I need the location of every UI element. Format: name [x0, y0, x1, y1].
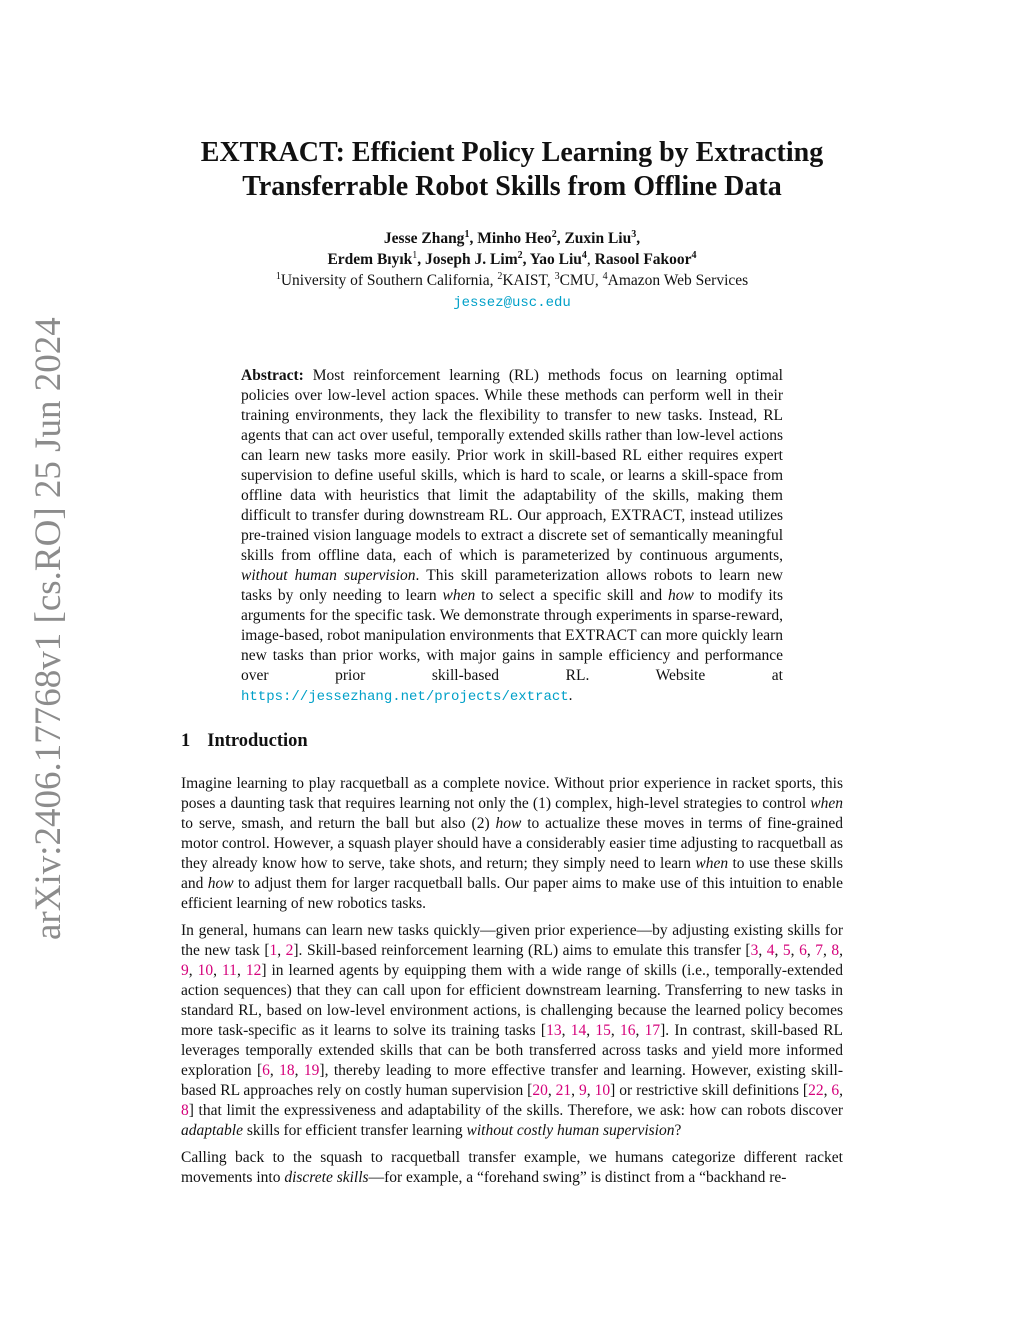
- text: to modify its arguments for the specific task. We demonstrate through experiments in sparse-reward, image-based, robot manipulation environments that EXTRACT can more quickly learn new tasks than prior works, with major gains in sample efficiency and performance over prior skill-based RL. Website at: [241, 587, 784, 684]
- abstract-label: Abstract:: [241, 367, 304, 384]
- citation-link[interactable]: 2: [285, 942, 294, 959]
- affiliation-marker: 1: [464, 228, 470, 240]
- paragraph: [181, 1148, 843, 1188]
- affiliation-marker: 4: [691, 249, 697, 261]
- citation-link[interactable]: 6: [262, 1062, 270, 1079]
- paragraph: [181, 774, 843, 914]
- emphasis: how: [207, 875, 234, 892]
- section-title: Introduction: [207, 731, 308, 751]
- author-block: [150, 228, 874, 314]
- separator: ,: [417, 251, 426, 268]
- citation-link[interactable]: 6: [831, 1082, 840, 1099]
- paragraph: In general, humans can learn new tasks quickly—given prior experience—by adjusting existing skills for the new task [1, 2]. Skill-based reinforcement learning (RL) aims to emulate this transfer [3, 4, 5, 6, 7, 8, 9, 10, 11, 12] in learned agents by equipping them with a wide range of skills (i.e., temporally-extended action sequences) that they can call upon for efficient downstream learning. Transferring to new tasks in standard RL, based on low-level environment actions, is challenging because the learned policy becomes more task-specific as it learns to solve its training tasks [13, 14, 15, 16, 17]. In contrast, skill-based RL leverages temporally extended skills that can be both transferred across tasks and yield more informed exploration [6, 18, 19], thereby leading to more effective transfer and learning. However, existing skill-based RL approaches rely on costly human supervision [20, 21, 9, 10] or restrictive skill definitions [22, 6, 8] that limit the expressiveness and adaptability of the skills. Therefore, we ask: how can robots discover adaptable skills for efficient transfer learning without costly human supervision?: [181, 922, 844, 1139]
- email-link[interactable]: jessez@usc.edu: [453, 295, 571, 311]
- text: ] that limit the expressiveness and adaptability of the skills. Therefore, we ask: how can robots discover: [188, 1102, 843, 1119]
- affiliation: CMU,: [559, 272, 603, 289]
- author-line: [150, 228, 874, 249]
- text: skills for efficient transfer learning: [243, 1122, 467, 1139]
- text: ]. Skill-based reinforcement learning (RL) aims to emulate this transfer [: [293, 942, 751, 959]
- citation-link[interactable]: 19: [303, 1062, 320, 1079]
- separator: ,: [469, 230, 478, 247]
- citation-link[interactable]: 16: [620, 1022, 636, 1039]
- text: to select a specific skill and: [475, 587, 669, 604]
- emphasis: how: [495, 815, 522, 832]
- author-name: Rasool Fakoor: [594, 251, 692, 268]
- text: ?: [674, 1122, 682, 1139]
- citation-link[interactable]: 13: [546, 1022, 562, 1039]
- text: Imagine learning to play racquetball as a complete novice. Without prior experience in racket sports, this poses a daunting task that requires learning not only the (1) complex, high-level strategies to control: [181, 775, 843, 812]
- citation-link[interactable]: 4: [766, 942, 775, 959]
- body-text: [181, 774, 843, 1195]
- citation-link[interactable]: 22: [808, 1082, 824, 1099]
- affiliations: [150, 270, 874, 291]
- emphasis: without costly human supervision: [466, 1122, 675, 1139]
- paper-title: [150, 136, 874, 204]
- citation-link[interactable]: 8: [181, 1102, 189, 1119]
- author-name: Zuxin Liu: [564, 230, 632, 247]
- abstract-paragraph: [241, 366, 783, 707]
- citation-link[interactable]: 7: [815, 942, 823, 959]
- separator: ,: [586, 251, 595, 268]
- author-name: Jesse Zhang: [383, 230, 465, 247]
- website-link[interactable]: https://jessezhang.net/projects/extract: [241, 689, 569, 705]
- emphasis: adaptable: [181, 1122, 243, 1139]
- citation-link[interactable]: 10: [197, 962, 214, 979]
- citation-link[interactable]: 12: [245, 962, 262, 979]
- citation-link[interactable]: 17: [644, 1022, 661, 1039]
- text: Calling back to the squash to racquetball transfer example, we humans categorize different racket movements into: [181, 1149, 843, 1186]
- affiliation-marker: 1: [275, 270, 281, 282]
- affiliation-marker: 4: [581, 249, 587, 261]
- separator: ,: [636, 230, 641, 247]
- text: In general, humans can learn new tasks quickly—given prior experience—by adjusting existing skills for the new task [: [181, 922, 843, 959]
- title-line: Transferrable Robot Skills from Offline Data: [242, 171, 782, 202]
- title-line: EXTRACT: Efficient Policy Learning by Extracting: [200, 137, 824, 168]
- citation-link[interactable]: 20: [532, 1082, 548, 1099]
- affiliation-marker: 4: [602, 270, 608, 282]
- affiliation-marker: 2: [517, 249, 523, 261]
- abstract: [241, 366, 783, 707]
- citation-link[interactable]: 8: [831, 942, 840, 959]
- citation-link[interactable]: 3: [750, 942, 759, 959]
- citation-link[interactable]: 11: [222, 962, 237, 979]
- text: ]. In contrast, skill-based RL leverages temporally extended skills that can be both transferred across tasks and yield more informed exploration [: [181, 1022, 844, 1079]
- emphasis: without human supervision: [241, 567, 416, 584]
- text: to serve, smash, and return the ball but also (2): [181, 815, 496, 832]
- section-heading: [181, 731, 308, 752]
- affiliation: University of Southern California,: [280, 272, 498, 289]
- citation-link[interactable]: 14: [570, 1022, 587, 1039]
- citation-link[interactable]: 5: [782, 942, 791, 959]
- citation-link[interactable]: 9: [181, 962, 189, 979]
- affiliation: Amazon Web Services: [607, 272, 749, 289]
- text: ], thereby leading to more effective transfer and learning. However, existing skill-based RL approaches rely on costly human supervision [: [181, 1062, 843, 1099]
- text: ] in learned agents by equipping them with a wide range of skills (i.e., temporally-extended action sequences) that they can call upon for efficient downstream learning. Transferring to new tasks in standard RL, based on low-level environment actions, is challenging because the learned policy becomes more task-specific as it learns to solve its training tasks [: [181, 962, 844, 1039]
- emphasis: when: [810, 795, 843, 812]
- text: to actualize these moves in terms of fine-grained motor control. However, a squash player should have a considerably easier time adjusting to racquetball as they already know how to serve, take shots, and return; they simply need to learn: [181, 815, 843, 872]
- text: to use these skills and: [181, 855, 843, 892]
- text: —for example, a “forehand swing” is distinct from a “backhand re-: [368, 1169, 787, 1186]
- separator: ,: [522, 251, 530, 268]
- citation-link[interactable]: 10: [594, 1082, 611, 1099]
- text: to adjust them for larger racquetball balls. Our paper aims to make use of this intuition to enable efficient learning of new robotics tasks.: [181, 875, 843, 912]
- citation-link[interactable]: 21: [555, 1082, 572, 1099]
- emphasis: discrete skills: [284, 1169, 369, 1186]
- emphasis: when: [695, 855, 729, 872]
- citation-link[interactable]: 15: [595, 1022, 611, 1039]
- arxiv-identifier: arXiv:2406.17768v1 [cs.RO] 25 Jun 2024: [28, 317, 69, 940]
- citation-link[interactable]: 6: [799, 942, 807, 959]
- citation-link[interactable]: 18: [279, 1062, 295, 1079]
- author-name: Minho Heo: [477, 230, 552, 247]
- emphasis: how: [668, 587, 694, 604]
- author-name: Yao Liu: [529, 251, 582, 268]
- citation-link[interactable]: 9: [579, 1082, 587, 1099]
- citation-link[interactable]: 1: [269, 942, 278, 959]
- author-line: [150, 249, 874, 270]
- affiliation-marker: 2: [551, 228, 557, 240]
- separator: ,: [556, 230, 565, 247]
- affiliation-marker: 3: [631, 228, 637, 240]
- affiliation-marker: 2: [497, 270, 503, 282]
- author-name: Erdem Bıyık: [327, 251, 413, 268]
- section-number: 1: [181, 731, 191, 751]
- affiliation-marker: 3: [554, 270, 560, 282]
- author-name: Joseph J. Lim: [425, 251, 518, 268]
- emphasis: when: [442, 587, 476, 604]
- text: ] or restrictive skill definitions [: [610, 1082, 809, 1099]
- text: .: [568, 687, 573, 704]
- text: Most reinforcement learning (RL) methods focus on learning optimal policies over low-level action spaces. While these methods can perform well in their training environments, they lack the flexibility to transfer to new tasks. Instead, RL agents that can act over useful, temporally extended skills rather than low-level actions can learn new tasks more easily. Prior work in skill-based RL either requires expert supervision to define useful skills, which is hard to scale, or learns a skill-space from offline data with heuristics that limit the adaptability of the skills, making them difficult to transfer during downstream RL. Our approach, EXTRACT, instead utilizes pre-trained vision language models to extract a discrete set of semantically meaningful skills from offline data, each of which is parameterized by continuous arguments,: [241, 367, 783, 564]
- text: . This skill parameterization allows robots to learn new tasks by only needing to learn: [241, 567, 784, 604]
- affiliation-marker: 1: [412, 249, 418, 261]
- affiliation: KAIST,: [502, 272, 555, 289]
